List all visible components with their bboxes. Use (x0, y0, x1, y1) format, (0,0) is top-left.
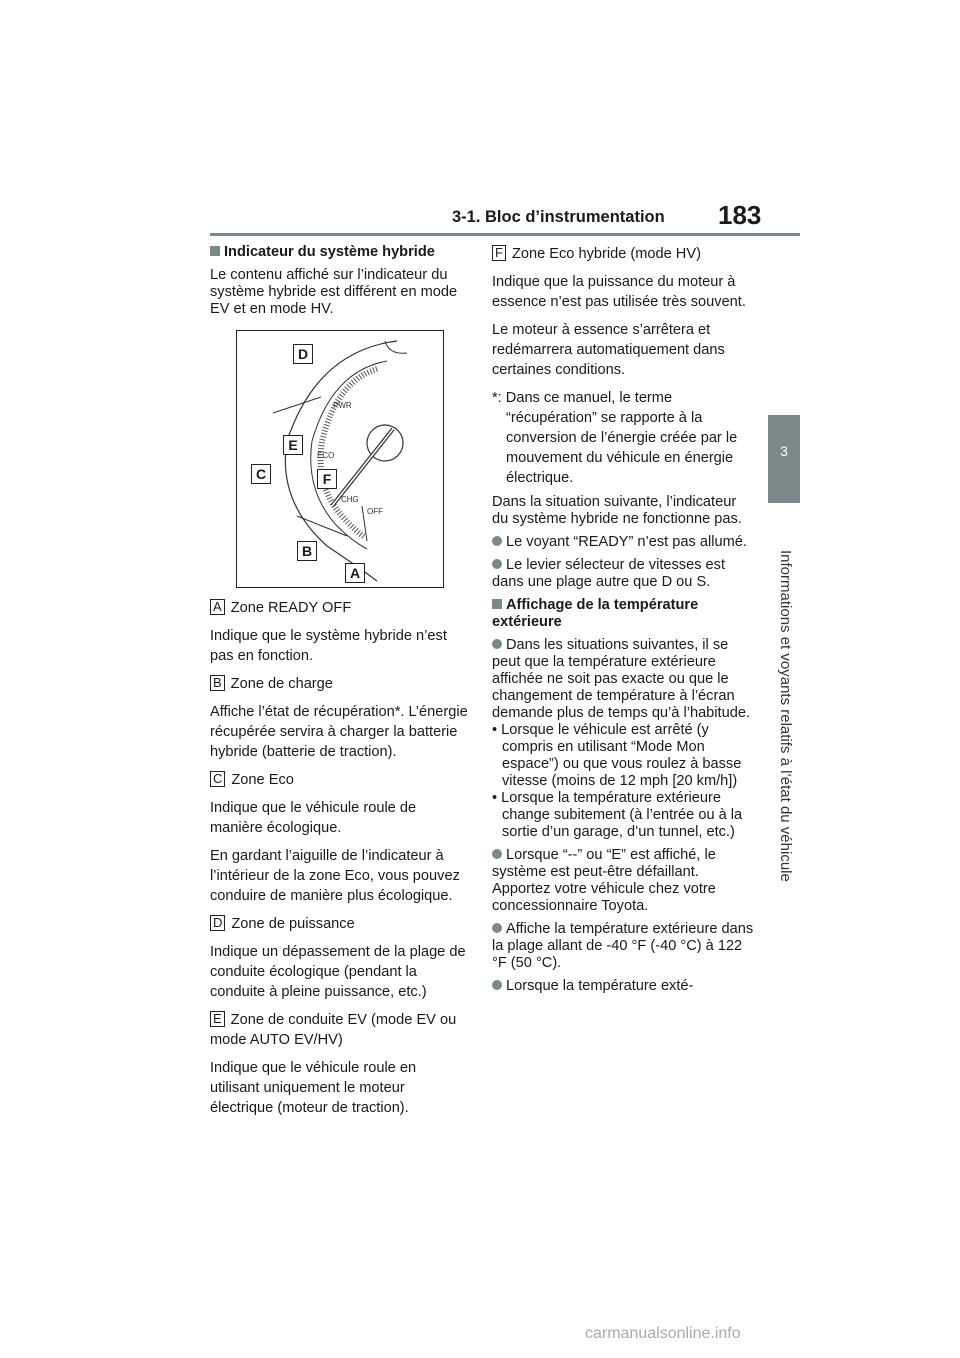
label-e: E (283, 435, 303, 455)
footnote: *: Dans ce manuel, le terme “récupération” se rapporte à la conversion de l’énergie créée par le mouvement du véhicule en énergie électrique. (492, 390, 738, 486)
square-bullet-icon (210, 246, 220, 256)
left-column-items (210, 598, 468, 1118)
right-column (492, 244, 754, 995)
intro-text: Le contenu affiché sur l’indicateur du système hybride est différent en mode EV et en mode HV. (210, 267, 458, 317)
temp-bullet-1: Dans les situations suivantes, il se peut que la température extérieure affichée ne soit pas exacte ou que le changement de température à l’écran demande plus de temps qu’à l’habitude. (492, 637, 750, 721)
chapter-tab (768, 415, 800, 503)
page-number: 183 (718, 200, 762, 230)
gauge-illustration (237, 331, 443, 587)
temp-sub-1: • Lorsque le véhicule est arrêté (y compris en utilisant “Mode Mon espace”) ou que vous roulez à basse vitesse (moins de 12 mph [20 km/h]) (492, 722, 742, 789)
item-f-text1: Indique que la puissance du moteur à essence n’est pas utilisée très souvent. (492, 274, 746, 310)
temp-sub-2: • Lorsque la température extérieure change subitement (à l’entrée ou à la sortie d’un garage, d’un tunnel, etc.) (492, 790, 743, 840)
item-e-title: E Zone de conduite EV (mode EV ou mode AUTO EV/HV) (210, 1011, 457, 1048)
item-a-title: A Zone READY OFF (210, 598, 468, 618)
temp-bullet-2: Lorsque “--” ou “E” est affiché, le système est peut-être défaillant. Apportez votre véhicule chez votre concessionnaire Toyota. (492, 847, 716, 914)
item-a-text: Indique que le système hybride n’est pas en fonction. (210, 628, 447, 664)
header-rule (210, 233, 800, 236)
temp-bullet-4: Lorsque la température exté- (492, 978, 754, 995)
round-bullet-icon (492, 536, 502, 546)
item-b-text: Affiche l’état de récupération*. L’énergie récupérée servira à charger la batterie hybride (batterie de traction). (210, 704, 468, 760)
item-f-text2: Le moteur à essence s’arrêtera et redémarrera automatiquement dans certaines conditions. (492, 322, 725, 378)
chapter-number: 3 (780, 443, 788, 459)
footer-watermark[interactable]: carmanualsonline.info (585, 1325, 741, 1342)
off-text: OFF (367, 507, 383, 516)
pwr-text: PWR (333, 401, 352, 410)
temp-bullet-3: Affiche la température extérieure dans la plage allant de -40 °F (-40 °C) à 122 °F (50 °C). (492, 921, 754, 971)
chapter-label: Informations et voyants relatifs à l’état du véhicule (777, 550, 794, 882)
eco-text: ECO (317, 451, 335, 460)
section-heading: Indicateur du système hybride (210, 244, 468, 261)
bullet-shift: Le levier sélecteur de vitesses est dans une plage autre que D ou S. (492, 557, 726, 590)
left-column-top (210, 244, 468, 318)
temp-heading: Affichage de la température extérieure (492, 597, 699, 630)
round-bullet-icon (492, 559, 502, 569)
square-bullet-icon (492, 599, 502, 609)
item-b-title: B Zone de charge (210, 674, 468, 694)
chapter-label-wrap (750, 550, 818, 1050)
label-f: F (317, 469, 337, 489)
item-f-title: F Zone Eco hybride (mode HV) (492, 244, 754, 264)
item-e-text: Indique que le véhicule roule en utilisant uniquement le moteur électrique (moteur de traction). (210, 1060, 417, 1116)
chg-text: CHG (341, 495, 359, 504)
section-title: 3-1. Bloc d’instrumentation (452, 208, 665, 226)
label-c: C (251, 464, 271, 484)
round-bullet-icon (492, 849, 502, 859)
label-d: D (293, 344, 313, 364)
round-bullet-icon (492, 923, 502, 933)
label-a: A (345, 563, 365, 583)
item-c-text: Indique que le véhicule roule de manière écologique. (210, 800, 417, 836)
not-working-text: Dans la situation suivante, l’indicateur du système hybride ne fonctionne pas. (492, 494, 742, 527)
item-c-title: C Zone Eco (210, 770, 468, 790)
item-d-title: D Zone de puissance (210, 914, 468, 934)
item-d-text: Indique un dépassement de la plage de conduite écologique (pendant la conduite à pleine puissance, etc.) (210, 944, 466, 1000)
label-b: B (297, 541, 317, 561)
round-bullet-icon (492, 980, 502, 990)
hybrid-indicator-figure (236, 330, 444, 588)
round-bullet-icon (492, 639, 502, 649)
item-c-text2: En gardant l’aiguille de l’indicateur à l’intérieur de la zone Eco, vous pouvez conduire de manière plus écologique. (210, 848, 460, 904)
bullet-ready: Le voyant “READY” n’est pas allumé. (492, 534, 754, 551)
